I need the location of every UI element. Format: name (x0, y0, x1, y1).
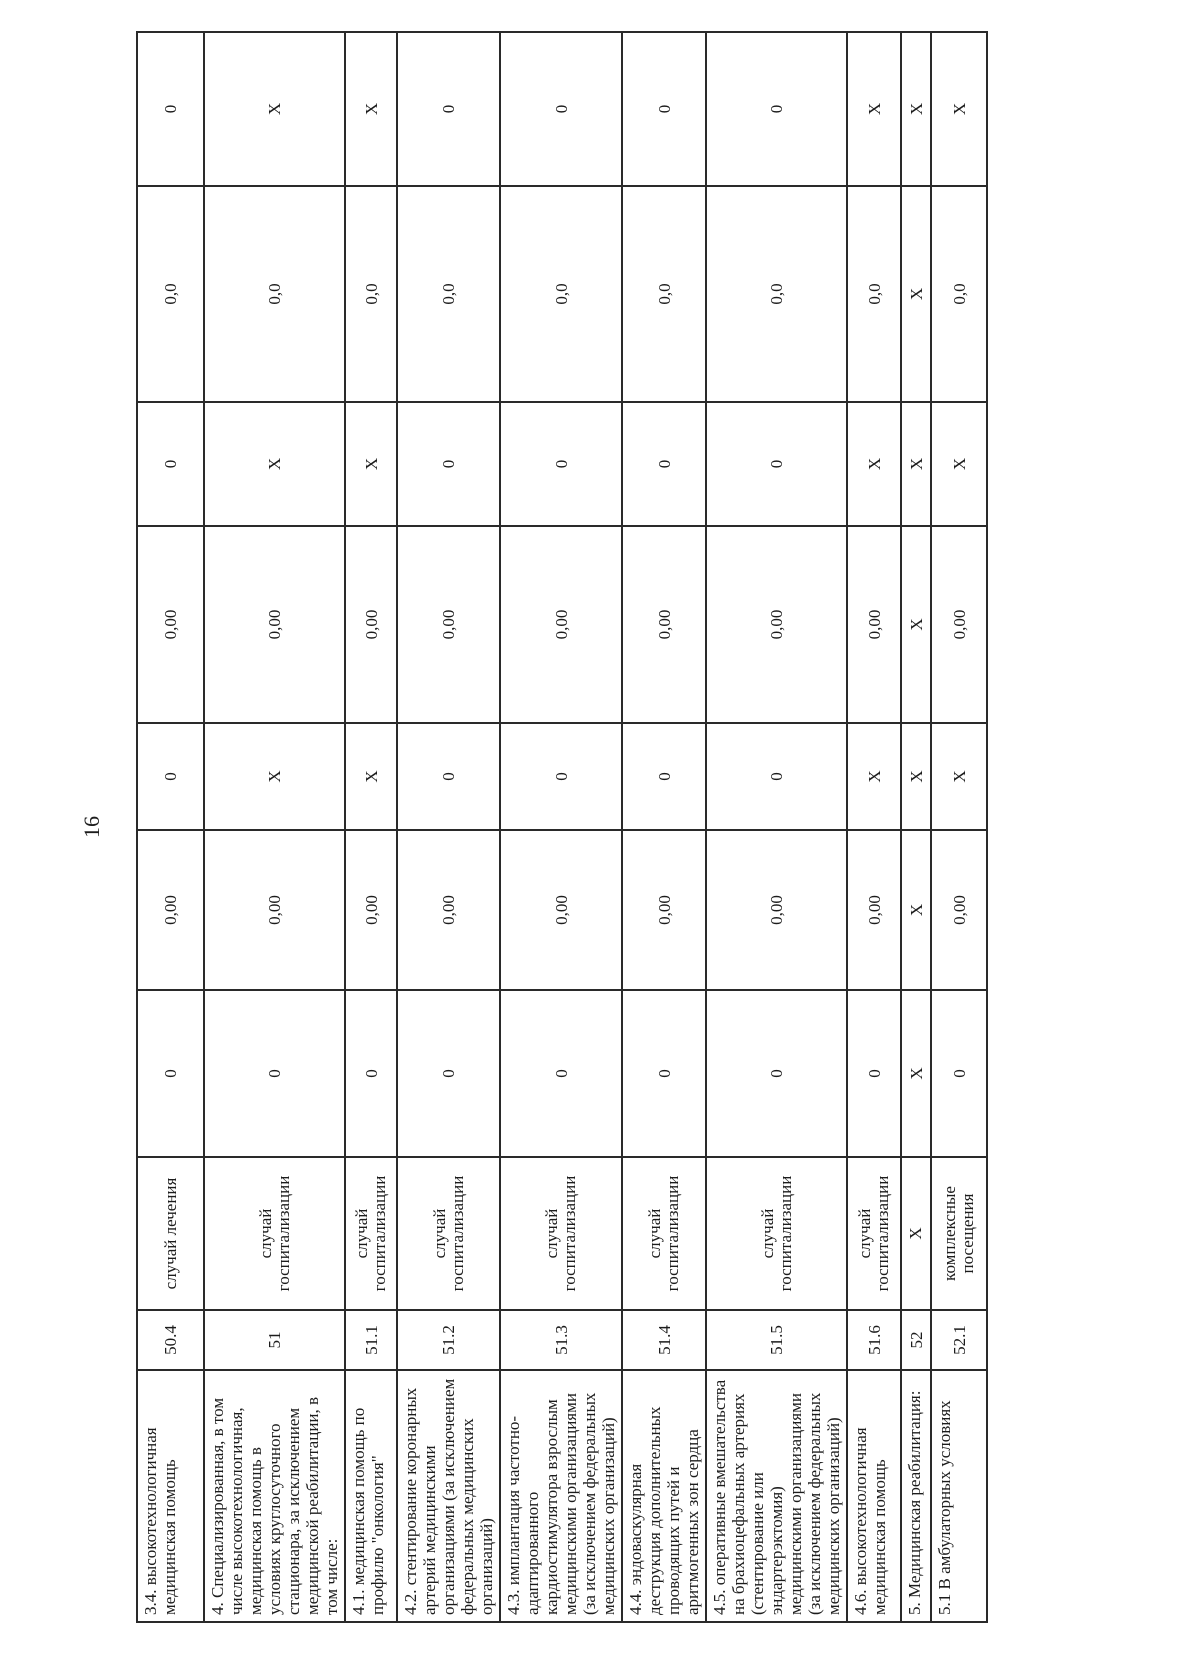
cell-value: 0 (397, 723, 500, 830)
cell-value: X (847, 723, 901, 830)
cell-value: 0 (397, 32, 500, 186)
table-row (397, 32, 500, 1622)
cell-value: 0 (706, 402, 847, 526)
row-code: 51.1 (345, 1310, 397, 1370)
row-unit: случай госпитализации (500, 1157, 622, 1310)
cell-value: 0 (500, 990, 622, 1157)
row-code: 50.4 (137, 1310, 204, 1370)
cell-value: 0,00 (204, 830, 345, 990)
cell-value: 0 (137, 32, 204, 186)
cell-value: 0,0 (706, 186, 847, 402)
cell-value: 0,00 (847, 830, 901, 990)
cell-value: 0 (345, 990, 397, 1157)
row-unit: случай госпитализации (622, 1157, 706, 1310)
row-unit: случай лечения (137, 1157, 204, 1310)
cell-value: 0,00 (706, 830, 847, 990)
row-unit: комплексные посещения (931, 1157, 987, 1310)
cell-value: X (901, 402, 931, 526)
cell-value: 0,00 (345, 526, 397, 723)
cell-value: 0 (137, 402, 204, 526)
cell-value: 0,00 (137, 830, 204, 990)
rotated-table-wrapper (136, 33, 977, 1623)
cell-value: 0,00 (931, 830, 987, 990)
row-name: 4.4. эндоваскулярная деструкция дополнительных проводящих путей и аритмогенных зон сердца (622, 1370, 706, 1622)
cell-value: 0,00 (137, 526, 204, 723)
page-number: 16 (79, 816, 104, 838)
cell-value: 0,00 (500, 526, 622, 723)
cell-value: 0,00 (345, 830, 397, 990)
cell-value: 0 (500, 32, 622, 186)
row-name: 4.6. высокотехнологичная медицинская помощь (847, 1370, 901, 1622)
cell-value: X (345, 32, 397, 186)
cell-value: 0 (397, 402, 500, 526)
row-name: 4. Специализированная, в том числе высокотехнологичная, медицинская помощь в условиях круглосуточного стационара, за исключением медицинской реабилитации, в том числе: (204, 1370, 345, 1622)
row-code: 52.1 (931, 1310, 987, 1370)
cell-value: 0,0 (622, 186, 706, 402)
cell-value: X (931, 32, 987, 186)
cell-value: X (931, 723, 987, 830)
cell-value: 0,0 (847, 186, 901, 402)
cell-value: 0 (706, 990, 847, 1157)
row-name: 4.2. стентирование коронарных артерий медицинскими организациями (за исключением федеральных медицинских организаций) (397, 1370, 500, 1622)
cell-value: 0 (706, 723, 847, 830)
table-row (204, 32, 345, 1622)
row-code: 51.4 (622, 1310, 706, 1370)
cell-value: 0,0 (397, 186, 500, 402)
cell-value: 0,0 (204, 186, 345, 402)
cell-value: 0 (137, 990, 204, 1157)
row-unit: случай госпитализации (397, 1157, 500, 1310)
row-code: 52 (901, 1310, 931, 1370)
cell-value: X (901, 32, 931, 186)
data-table (136, 31, 988, 1623)
cell-value: X (901, 830, 931, 990)
cell-value: X (345, 402, 397, 526)
cell-value: 0 (622, 32, 706, 186)
cell-value: 0,00 (931, 526, 987, 723)
table-row (847, 32, 901, 1622)
table-row (901, 32, 931, 1622)
cell-value: 0 (500, 402, 622, 526)
cell-value: X (204, 402, 345, 526)
row-name: 4.1. медицинская помощь по профилю "онкология" (345, 1370, 397, 1622)
row-unit: случай госпитализации (706, 1157, 847, 1310)
cell-value: 0,00 (397, 830, 500, 990)
cell-value: 0,00 (397, 526, 500, 723)
cell-value: 0 (622, 402, 706, 526)
cell-value: 0,00 (500, 830, 622, 990)
cell-value: 0 (622, 723, 706, 830)
row-code: 51.2 (397, 1310, 500, 1370)
cell-value: 0,0 (345, 186, 397, 402)
row-name: 4.5. оперативные вмешательства на брахиоцефальных артериях (стентирование или эндартерэктомия) медицинскими организациями (за исключением федеральных медицинских организаций) (706, 1370, 847, 1622)
row-unit: X (901, 1157, 931, 1310)
cell-value: 0 (204, 990, 345, 1157)
cell-value: 0,0 (931, 186, 987, 402)
cell-value: 0 (706, 32, 847, 186)
table-row (622, 32, 706, 1622)
cell-value: 0 (622, 990, 706, 1157)
cell-value: X (847, 32, 901, 186)
row-code: 51.6 (847, 1310, 901, 1370)
row-unit: случай госпитализации (345, 1157, 397, 1310)
row-code: 51.3 (500, 1310, 622, 1370)
cell-value: 0,0 (500, 186, 622, 402)
row-name: 5. Медицинская реабилитация: (901, 1370, 931, 1622)
cell-value: 0,00 (622, 526, 706, 723)
cell-value: 0,0 (137, 186, 204, 402)
cell-value: 0 (931, 990, 987, 1157)
row-unit: случай госпитализации (847, 1157, 901, 1310)
cell-value: 0 (500, 723, 622, 830)
row-name: 3.4. высокотехнологичная медицинская помощь (137, 1370, 204, 1622)
row-code: 51 (204, 1310, 345, 1370)
cell-value: 0 (137, 723, 204, 830)
cell-value: X (901, 990, 931, 1157)
cell-value: X (204, 723, 345, 830)
cell-value: 0 (847, 990, 901, 1157)
cell-value: 0,00 (847, 526, 901, 723)
table-row (345, 32, 397, 1622)
table-row (706, 32, 847, 1622)
row-unit: случай госпитализации (204, 1157, 345, 1310)
row-name: 5.1 В амбулаторных условиях (931, 1370, 987, 1622)
table-row (137, 32, 204, 1622)
table-row (931, 32, 987, 1622)
table-row (500, 32, 622, 1622)
cell-value: X (931, 402, 987, 526)
cell-value: X (901, 723, 931, 830)
cell-value: 0 (397, 990, 500, 1157)
cell-value: X (204, 32, 345, 186)
cell-value: X (345, 723, 397, 830)
row-name: 4.3. имплантация частотно-адаптированного кардиостимулятора взрослым медицинскими организациями (за исключением федеральных медицинских организаций) (500, 1370, 622, 1622)
cell-value: X (901, 186, 931, 402)
table-body (137, 32, 987, 1622)
cell-value: 0,00 (204, 526, 345, 723)
row-code: 51.5 (706, 1310, 847, 1370)
cell-value: 0,00 (706, 526, 847, 723)
cell-value: 0,00 (622, 830, 706, 990)
cell-value: X (847, 402, 901, 526)
cell-value: X (901, 526, 931, 723)
